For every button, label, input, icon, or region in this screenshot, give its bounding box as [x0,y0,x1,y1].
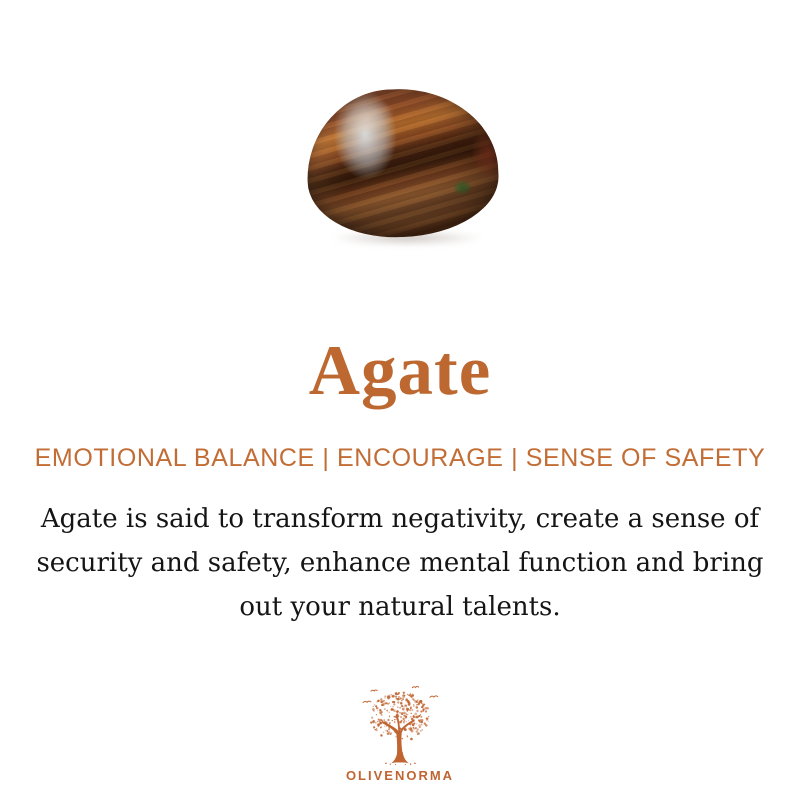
ground-specks [385,762,416,765]
agate-stone-image [304,86,500,241]
description-line: security and safety, enhance mental function and bring [36,548,764,578]
brand-name: OLIVENORMA [345,768,455,783]
properties-subtitle: EMOTIONAL BALANCE | ENCOURAGE | SENSE OF SAFETY [34,444,766,472]
page-title: Agate [308,332,492,410]
description-line: out your natural talents. [239,592,561,622]
tree-of-life-icon [356,685,444,765]
stone-photo-area [0,0,800,260]
description-text [0,497,800,629]
brand-logo [0,685,800,783]
description-line: Agate is said to transform negativity, create a sense of [40,504,760,534]
bird-icons [363,686,438,702]
